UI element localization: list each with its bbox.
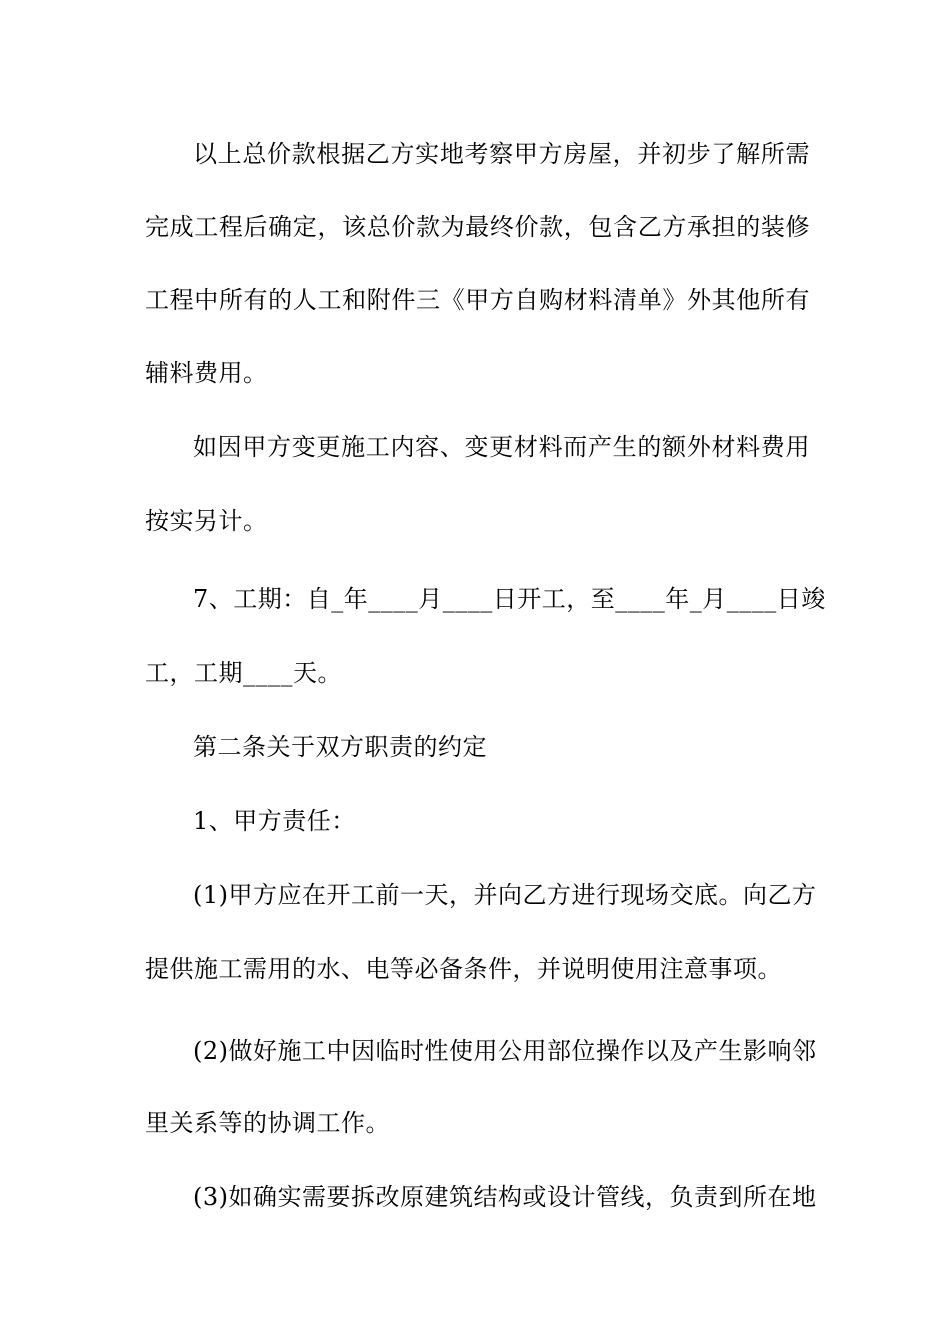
paragraph-line: 工，工期____天。: [145, 659, 342, 687]
paragraph-line: 里关系等的协调工作。: [145, 1109, 390, 1137]
paragraph-line: (3)如确实需要拆改原建筑结构或设计管线，负责到所在地: [193, 1183, 817, 1211]
paragraph-line: 如因甲方变更施工内容、变更材料而产生的额外材料费用: [193, 433, 810, 461]
paragraph-line: 以上总价款根据乙方实地考察甲方房屋，并初步了解所需: [193, 140, 810, 168]
paragraph-line: 完成工程后确定，该总价款为最终价款，包含乙方承担的装修: [145, 213, 810, 241]
paragraph-line: 按实另计。: [145, 507, 268, 535]
paragraph-line: (2)做好施工中因临时性使用公用部位操作以及产生影响邻: [193, 1037, 817, 1065]
paragraph-line: 1、甲方责任：: [193, 807, 356, 835]
paragraph-line: 提供施工需用的水、电等必备条件，并说明使用注意事项。: [145, 955, 782, 983]
paragraph-line: (1)甲方应在开工前一天，并向乙方进行现场交底。向乙方: [193, 881, 817, 909]
section-heading: 第二条关于双方职责的约定: [193, 733, 487, 761]
paragraph-line: 工程中所有的人工和附件三《甲方自购材料清单》外其他所有: [145, 286, 810, 314]
paragraph-line: 7、工期：自_年____月____日开工，至____年_月____日竣: [193, 585, 826, 613]
paragraph-line: 辅料费用。: [145, 359, 268, 387]
